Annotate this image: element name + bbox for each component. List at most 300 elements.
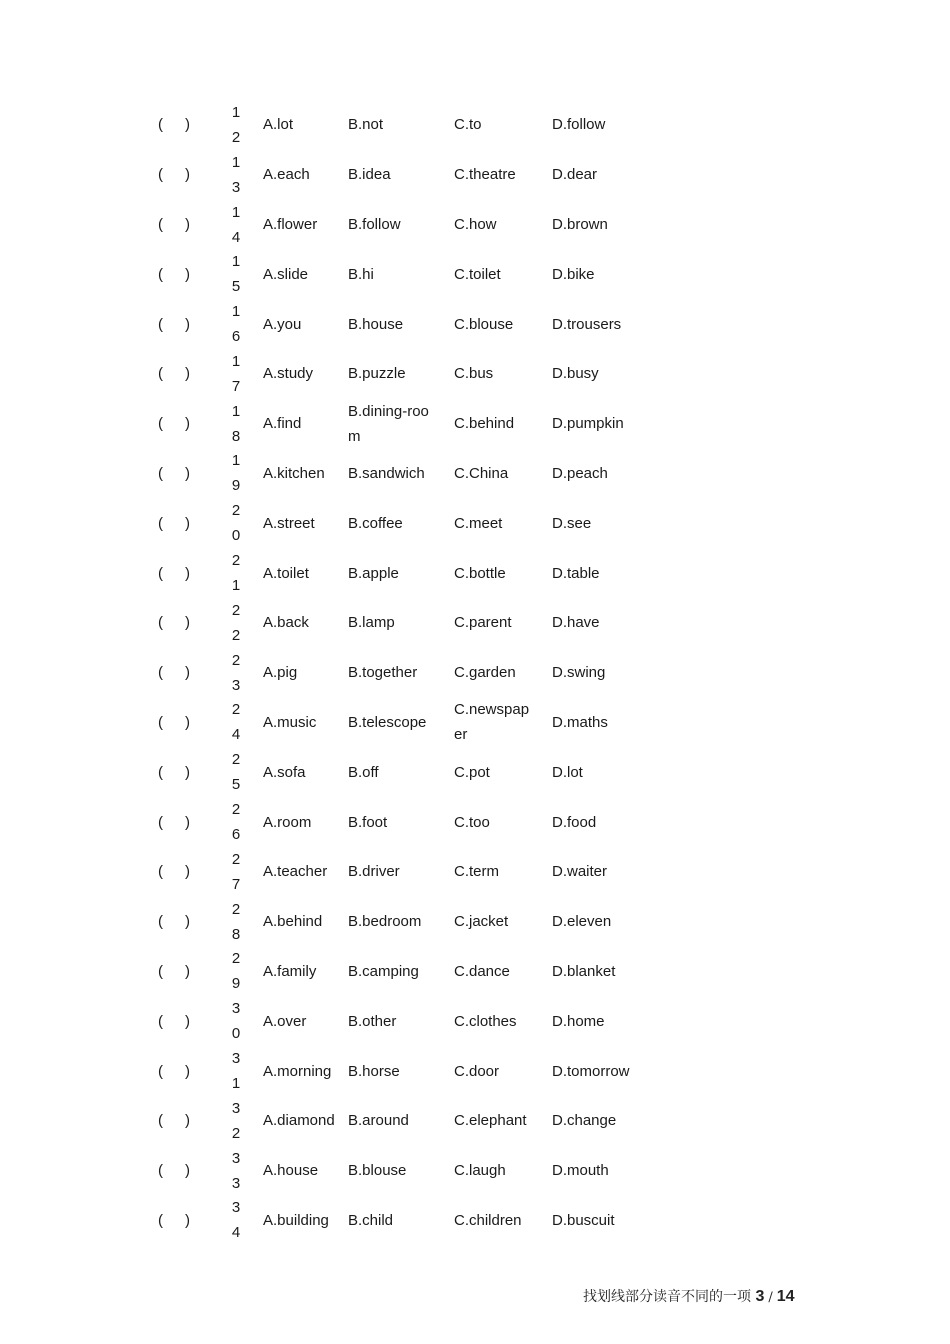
answer-paren-close-cell xyxy=(185,200,190,250)
answer-paren-close: ) xyxy=(185,315,190,333)
option-c-cell xyxy=(454,1096,534,1146)
answer-paren-close: ) xyxy=(185,464,190,482)
option-a-cell xyxy=(263,797,335,847)
question-number: 31 xyxy=(231,1050,241,1093)
option-c: C.term xyxy=(454,863,499,881)
option-b-cell xyxy=(348,200,438,250)
answer-paren-close: ) xyxy=(185,962,190,980)
footer-title: 找划线部分读音不同的一项 xyxy=(583,1289,751,1305)
answer-paren-open-cell xyxy=(158,200,163,250)
option-b: B.dining-room xyxy=(348,402,429,445)
option-d: D.table xyxy=(552,564,600,582)
option-d: D.waiter xyxy=(552,863,608,881)
option-b: B.horse xyxy=(348,1062,400,1080)
option-d-cell xyxy=(552,897,662,947)
option-b-cell xyxy=(348,299,438,349)
option-d-cell xyxy=(552,399,662,449)
option-d: D.tomorrow xyxy=(552,1062,630,1080)
option-a-cell xyxy=(263,698,335,748)
option-b: B.not xyxy=(348,116,384,134)
answer-paren-open: ( xyxy=(158,215,163,233)
question-number: 19 xyxy=(231,452,241,495)
answer-paren-close: ) xyxy=(185,713,190,731)
option-d: D.trousers xyxy=(552,315,622,333)
option-a-cell xyxy=(263,648,335,698)
option-a: A.flower xyxy=(263,215,318,233)
answer-paren-close-cell xyxy=(185,1046,190,1096)
answer-paren-open: ( xyxy=(158,813,163,831)
question-number-cell xyxy=(230,150,242,200)
option-b: B.telescope xyxy=(348,713,427,731)
option-b-cell xyxy=(348,598,438,648)
option-a-cell xyxy=(263,1096,335,1146)
question-number: 32 xyxy=(231,1099,241,1142)
question-number-cell xyxy=(230,797,242,847)
question-row xyxy=(150,200,670,250)
option-c-cell xyxy=(454,698,534,748)
answer-paren-open-cell xyxy=(158,1196,163,1246)
answer-paren-close: ) xyxy=(185,1012,190,1030)
question-number: 21 xyxy=(231,552,241,595)
answer-paren-open-cell xyxy=(158,349,163,399)
option-d-cell xyxy=(552,1146,662,1196)
answer-paren-open-cell xyxy=(158,399,163,449)
option-d: D.swing xyxy=(552,664,606,682)
answer-paren-close-cell xyxy=(185,249,190,299)
answer-paren-close: ) xyxy=(185,415,190,433)
option-d-cell xyxy=(552,449,662,499)
option-c-cell xyxy=(454,996,534,1046)
answer-paren-close-cell xyxy=(185,698,190,748)
question-number: 14 xyxy=(231,203,241,246)
option-a-cell xyxy=(263,349,335,399)
question-number: 34 xyxy=(231,1199,241,1242)
option-b-cell xyxy=(348,249,438,299)
answer-paren-open-cell xyxy=(158,498,163,548)
question-number: 26 xyxy=(231,801,241,844)
answer-paren-close-cell xyxy=(185,449,190,499)
option-a-cell xyxy=(263,598,335,648)
answer-paren-close: ) xyxy=(185,863,190,881)
question-number-cell xyxy=(230,349,242,399)
option-d-cell xyxy=(552,747,662,797)
option-d: D.pumpkin xyxy=(552,415,624,433)
question-number-cell xyxy=(230,100,242,150)
option-a: A.teacher xyxy=(263,863,328,881)
option-c: C.garden xyxy=(454,664,516,682)
option-d: D.blanket xyxy=(552,962,616,980)
answer-paren-close: ) xyxy=(185,1211,190,1229)
option-a: A.behind xyxy=(263,913,323,931)
answer-paren-open: ( xyxy=(158,863,163,881)
option-d: D.peach xyxy=(552,464,608,482)
option-c-cell xyxy=(454,548,534,598)
answer-paren-open: ( xyxy=(158,1012,163,1030)
answer-paren-open-cell xyxy=(158,548,163,598)
option-c-cell xyxy=(454,1196,534,1246)
option-a: A.slide xyxy=(263,265,309,283)
option-b-cell xyxy=(348,449,438,499)
option-c-cell xyxy=(454,797,534,847)
option-b: B.idea xyxy=(348,166,391,184)
option-b: B.house xyxy=(348,315,404,333)
option-a-cell xyxy=(263,399,335,449)
answer-paren-open: ( xyxy=(158,365,163,383)
option-d-cell xyxy=(552,349,662,399)
answer-paren-open-cell xyxy=(158,299,163,349)
option-d: D.maths xyxy=(552,713,608,731)
answer-paren-close: ) xyxy=(185,365,190,383)
option-c-cell xyxy=(454,150,534,200)
option-b: B.apple xyxy=(348,564,399,582)
option-c: C.parent xyxy=(454,614,512,632)
question-row xyxy=(150,150,670,200)
option-a-cell xyxy=(263,1146,335,1196)
question-row xyxy=(150,1196,670,1246)
answer-paren-open-cell xyxy=(158,449,163,499)
answer-paren-open: ( xyxy=(158,763,163,781)
option-d: D.follow xyxy=(552,116,606,134)
question-number: 24 xyxy=(231,701,241,744)
answer-paren-close: ) xyxy=(185,116,190,134)
answer-paren-open: ( xyxy=(158,464,163,482)
answer-paren-close-cell xyxy=(185,598,190,648)
option-c-cell xyxy=(454,449,534,499)
option-c: C.laugh xyxy=(454,1162,506,1180)
option-c: C.pot xyxy=(454,763,490,781)
option-b-cell xyxy=(348,897,438,947)
page-separator: / xyxy=(768,1290,773,1305)
option-c-cell xyxy=(454,100,534,150)
question-row xyxy=(150,747,670,797)
answer-paren-close: ) xyxy=(185,614,190,632)
option-c-cell xyxy=(454,249,534,299)
option-d-cell xyxy=(552,698,662,748)
option-b-cell xyxy=(348,399,438,449)
option-a-cell xyxy=(263,449,335,499)
option-b: B.together xyxy=(348,664,418,682)
option-b-cell xyxy=(348,100,438,150)
option-c-cell xyxy=(454,598,534,648)
question-number-cell xyxy=(230,847,242,897)
question-number-cell xyxy=(230,299,242,349)
question-row xyxy=(150,349,670,399)
answer-paren-open-cell xyxy=(158,797,163,847)
question-row xyxy=(150,1096,670,1146)
answer-paren-open-cell xyxy=(158,996,163,1046)
question-number-cell xyxy=(230,1146,242,1196)
option-b-cell xyxy=(348,548,438,598)
question-row xyxy=(150,1046,670,1096)
option-d-cell xyxy=(552,100,662,150)
option-a: A.find xyxy=(263,415,302,433)
answer-paren-open: ( xyxy=(158,713,163,731)
question-row xyxy=(150,548,670,598)
option-c: C.bottle xyxy=(454,564,506,582)
option-c: C.China xyxy=(454,464,509,482)
option-d-cell xyxy=(552,299,662,349)
answer-paren-open: ( xyxy=(158,1211,163,1229)
option-a: A.pig xyxy=(263,664,298,682)
answer-paren-open-cell xyxy=(158,847,163,897)
option-d-cell xyxy=(552,947,662,997)
option-d-cell xyxy=(552,648,662,698)
option-c: C.theatre xyxy=(454,166,516,184)
option-c: C.bus xyxy=(454,365,494,383)
question-number: 13 xyxy=(231,153,241,196)
answer-paren-open: ( xyxy=(158,116,163,134)
option-d-cell xyxy=(552,200,662,250)
option-a-cell xyxy=(263,1196,335,1246)
option-d: D.change xyxy=(552,1112,617,1130)
option-d: D.mouth xyxy=(552,1162,609,1180)
option-a: A.family xyxy=(263,962,317,980)
total-page-count: 14 xyxy=(776,1288,795,1305)
option-b: B.coffee xyxy=(348,514,403,532)
answer-paren-close-cell xyxy=(185,299,190,349)
option-a-cell xyxy=(263,100,335,150)
answer-paren-close-cell xyxy=(185,399,190,449)
option-d-cell xyxy=(552,548,662,598)
option-c-cell xyxy=(454,349,534,399)
answer-paren-close: ) xyxy=(185,215,190,233)
answer-paren-open-cell xyxy=(158,947,163,997)
option-b-cell xyxy=(348,648,438,698)
answer-paren-open-cell xyxy=(158,648,163,698)
option-d-cell xyxy=(552,996,662,1046)
answer-paren-open-cell xyxy=(158,100,163,150)
option-d: D.food xyxy=(552,813,597,831)
option-c-cell xyxy=(454,200,534,250)
option-b: B.camping xyxy=(348,962,419,980)
answer-paren-open: ( xyxy=(158,564,163,582)
question-number: 20 xyxy=(231,502,241,545)
answer-paren-close-cell xyxy=(185,548,190,598)
option-b: B.lamp xyxy=(348,614,395,632)
option-b-cell xyxy=(348,996,438,1046)
question-number: 23 xyxy=(231,651,241,694)
option-a-cell xyxy=(263,548,335,598)
option-d: D.dear xyxy=(552,166,598,184)
question-number-cell xyxy=(230,1096,242,1146)
option-a: A.back xyxy=(263,614,309,632)
option-b: B.around xyxy=(348,1112,409,1130)
option-b: B.child xyxy=(348,1211,394,1229)
option-d-cell xyxy=(552,249,662,299)
option-c: C.behind xyxy=(454,415,515,433)
option-b: B.other xyxy=(348,1012,397,1030)
question-row xyxy=(150,299,670,349)
option-a: A.diamond xyxy=(263,1112,335,1130)
question-number: 28 xyxy=(231,900,241,943)
answer-paren-open: ( xyxy=(158,265,163,283)
option-a-cell xyxy=(263,498,335,548)
option-a: A.you xyxy=(263,315,302,333)
option-b: B.bedroom xyxy=(348,913,422,931)
answer-paren-open: ( xyxy=(158,415,163,433)
option-d-cell xyxy=(552,1096,662,1146)
question-number-cell xyxy=(230,648,242,698)
option-a-cell xyxy=(263,299,335,349)
question-row xyxy=(150,598,670,648)
answer-paren-open: ( xyxy=(158,614,163,632)
option-c: C.jacket xyxy=(454,913,509,931)
option-d: D.brown xyxy=(552,215,608,233)
answer-paren-close-cell xyxy=(185,797,190,847)
option-b-cell xyxy=(348,498,438,548)
question-number-cell xyxy=(230,548,242,598)
answer-paren-close: ) xyxy=(185,813,190,831)
option-c-cell xyxy=(454,897,534,947)
question-number-cell xyxy=(230,449,242,499)
answer-paren-open-cell xyxy=(158,897,163,947)
question-row xyxy=(150,498,670,548)
option-b: B.follow xyxy=(348,215,401,233)
option-c-cell xyxy=(454,498,534,548)
option-a: A.sofa xyxy=(263,763,306,781)
option-b: B.driver xyxy=(348,863,400,881)
option-c-cell xyxy=(454,1146,534,1196)
option-a: A.building xyxy=(263,1211,329,1229)
answer-paren-close-cell xyxy=(185,847,190,897)
question-number-cell xyxy=(230,996,242,1046)
question-number: 25 xyxy=(231,751,241,794)
question-row xyxy=(150,947,670,997)
answer-paren-close-cell xyxy=(185,349,190,399)
option-a: A.room xyxy=(263,813,312,831)
option-c: C.blouse xyxy=(454,315,514,333)
question-row xyxy=(150,847,670,897)
option-b-cell xyxy=(348,349,438,399)
answer-paren-open: ( xyxy=(158,913,163,931)
option-c-cell xyxy=(454,648,534,698)
answer-paren-close-cell xyxy=(185,996,190,1046)
option-b-cell xyxy=(348,747,438,797)
option-b-cell xyxy=(348,847,438,897)
option-d: D.buscuit xyxy=(552,1211,615,1229)
answer-paren-open-cell xyxy=(158,598,163,648)
option-c: C.toilet xyxy=(454,265,501,283)
option-c: C.elephant xyxy=(454,1112,527,1130)
option-b-cell xyxy=(348,1046,438,1096)
option-c: C.too xyxy=(454,813,490,831)
question-number: 30 xyxy=(231,1000,241,1043)
option-b-cell xyxy=(348,698,438,748)
question-row xyxy=(150,1146,670,1196)
answer-paren-close: ) xyxy=(185,1162,190,1180)
option-b-cell xyxy=(348,1146,438,1196)
answer-paren-close-cell xyxy=(185,1096,190,1146)
option-a-cell xyxy=(263,150,335,200)
question-row xyxy=(150,449,670,499)
option-b: B.puzzle xyxy=(348,365,406,383)
answer-paren-open: ( xyxy=(158,166,163,184)
option-d: D.have xyxy=(552,614,600,632)
answer-paren-open: ( xyxy=(158,962,163,980)
current-page-number: 3 xyxy=(755,1288,765,1305)
question-number: 18 xyxy=(231,402,241,445)
option-b: B.blouse xyxy=(348,1162,407,1180)
answer-paren-open: ( xyxy=(158,514,163,532)
option-b-cell xyxy=(348,1096,438,1146)
answer-paren-open: ( xyxy=(158,1062,163,1080)
answer-paren-open-cell xyxy=(158,1096,163,1146)
option-d-cell xyxy=(552,598,662,648)
option-c-cell xyxy=(454,1046,534,1096)
option-c: C.meet xyxy=(454,514,503,532)
question-list xyxy=(150,100,670,1245)
question-number-cell xyxy=(230,498,242,548)
question-row xyxy=(150,698,670,748)
question-row xyxy=(150,996,670,1046)
option-b: B.sandwich xyxy=(348,464,425,482)
question-number-cell xyxy=(230,947,242,997)
option-d-cell xyxy=(552,1046,662,1096)
option-d: D.bike xyxy=(552,265,595,283)
question-number-cell xyxy=(230,598,242,648)
option-d: D.see xyxy=(552,514,592,532)
option-a: A.toilet xyxy=(263,564,309,582)
option-c-cell xyxy=(454,847,534,897)
answer-paren-close-cell xyxy=(185,947,190,997)
question-row xyxy=(150,399,670,449)
option-d-cell xyxy=(552,1196,662,1246)
question-number-cell xyxy=(230,1196,242,1246)
option-a: A.kitchen xyxy=(263,464,325,482)
option-a-cell xyxy=(263,996,335,1046)
option-a: A.street xyxy=(263,514,315,532)
answer-paren-open: ( xyxy=(158,664,163,682)
option-d: D.eleven xyxy=(552,913,612,931)
option-c: C.how xyxy=(454,215,497,233)
answer-paren-close-cell xyxy=(185,1196,190,1246)
option-c-cell xyxy=(454,399,534,449)
answer-paren-open-cell xyxy=(158,150,163,200)
option-a: A.lot xyxy=(263,116,294,134)
question-number: 15 xyxy=(231,253,241,296)
option-a-cell xyxy=(263,249,335,299)
option-b: B.foot xyxy=(348,813,388,831)
option-a-cell xyxy=(263,847,335,897)
question-row xyxy=(150,797,670,847)
answer-paren-close-cell xyxy=(185,498,190,548)
answer-paren-open-cell xyxy=(158,1046,163,1096)
option-d-cell xyxy=(552,498,662,548)
option-c: C.clothes xyxy=(454,1012,517,1030)
answer-paren-close: ) xyxy=(185,1112,190,1130)
option-b-cell xyxy=(348,1196,438,1246)
option-b-cell xyxy=(348,797,438,847)
option-a: A.each xyxy=(263,166,310,184)
question-number-cell xyxy=(230,1046,242,1096)
answer-paren-close: ) xyxy=(185,166,190,184)
option-a: A.over xyxy=(263,1012,307,1030)
option-a-cell xyxy=(263,947,335,997)
option-c-cell xyxy=(454,947,534,997)
answer-paren-open: ( xyxy=(158,315,163,333)
question-row xyxy=(150,648,670,698)
question-number: 17 xyxy=(231,352,241,395)
answer-paren-close: ) xyxy=(185,913,190,931)
answer-paren-open-cell xyxy=(158,249,163,299)
option-a: A.morning xyxy=(263,1062,332,1080)
answer-paren-close-cell xyxy=(185,648,190,698)
option-c-cell xyxy=(454,299,534,349)
answer-paren-open: ( xyxy=(158,1162,163,1180)
option-d-cell xyxy=(552,847,662,897)
question-number-cell xyxy=(230,399,242,449)
option-c: C.dance xyxy=(454,962,510,980)
